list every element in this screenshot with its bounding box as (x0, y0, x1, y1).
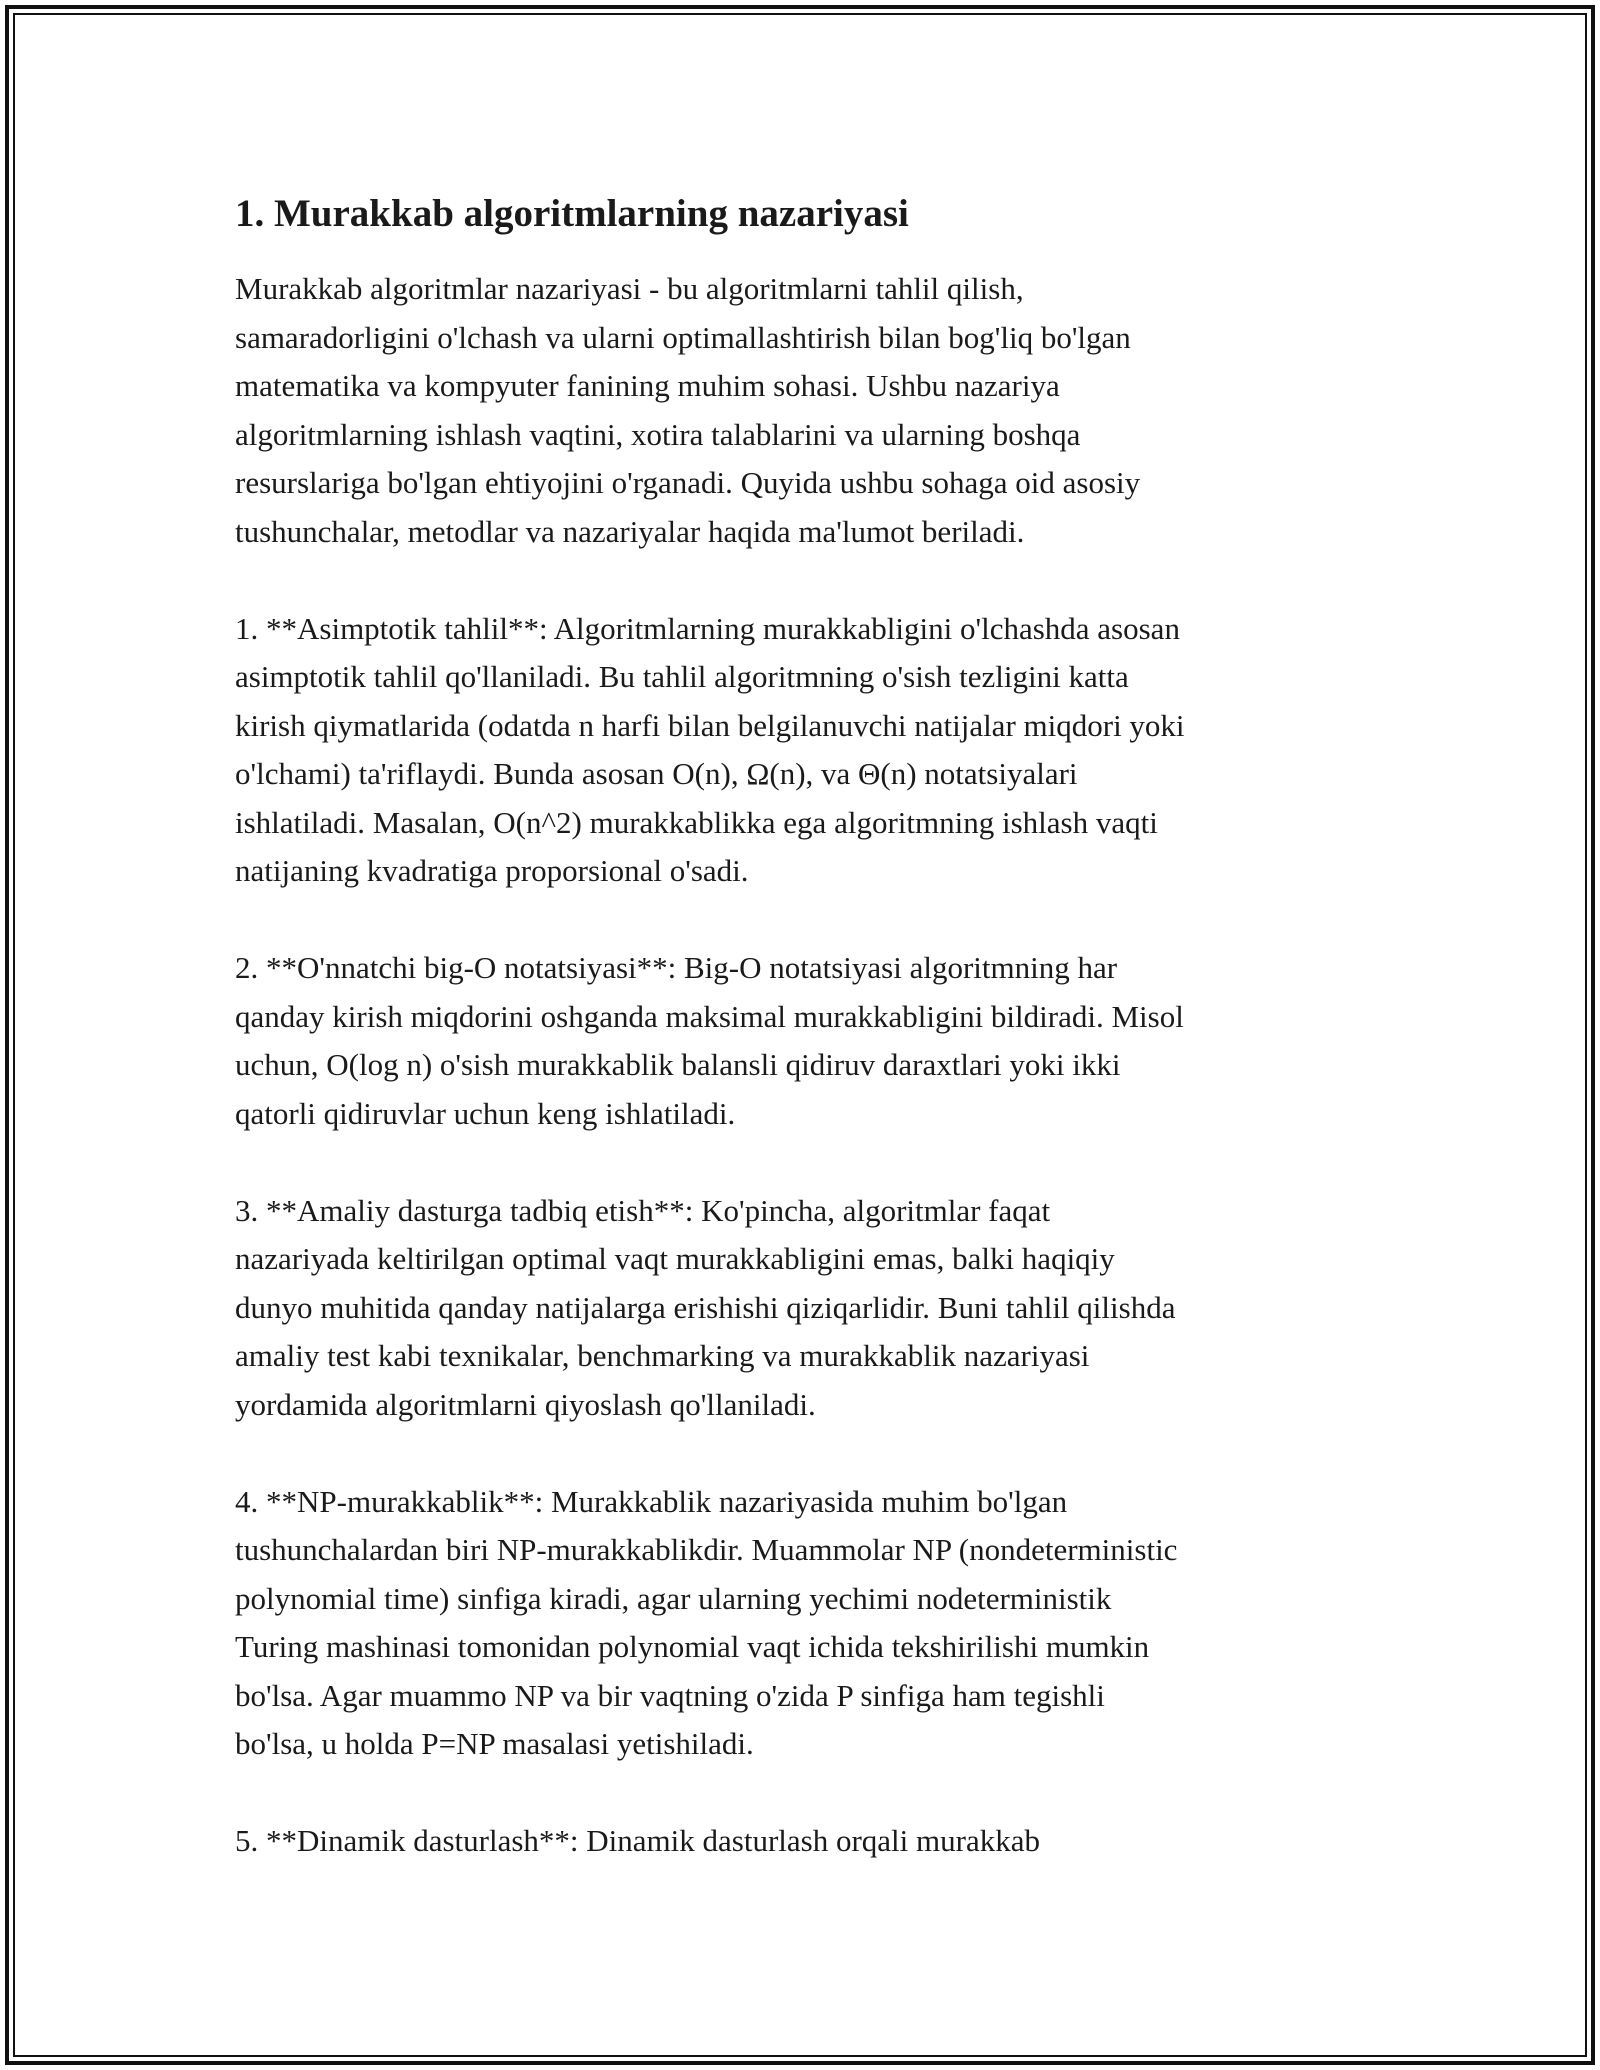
list-item-practical-application (235, 1187, 1375, 1430)
list-item-asymptotic-analysis (235, 605, 1375, 896)
text-line: bo'lsa. Agar muammo NP va bir vaqtning o'zida P sinfiga ham tegishli (235, 1677, 1105, 1713)
list-item-dynamic-programming (235, 1817, 1375, 1866)
section-heading: 1. Murakkab algoritmlarning nazariyasi (235, 192, 909, 235)
text-line: 2. **O'nnatchi big-O notatsiyasi**: Big-O notatsiyasi algoritmning har (235, 950, 1118, 985)
text-line: nazariyada keltirilgan optimal vaqt murakkabligini emas, balki haqiqiy (235, 1241, 1115, 1276)
text-line: natijaning kvadratiga proporsional o'sadi. (235, 853, 749, 888)
text-line: Murakkab algoritmlar nazariyasi - bu algoritmlarni tahlil qilish, (235, 271, 1024, 306)
text-line: dunyo muhitida qanday natijalarga erishishi qiziqarlidir. Buni tahlil qilishda (235, 1289, 1176, 1325)
list-item-big-o-notation (235, 944, 1375, 1138)
text-line: yordamida algoritmlarni qiyoslash qo'llaniladi. (235, 1386, 816, 1422)
text-line: tushunchalar, metodlar va nazariyalar haqida ma'lumot beriladi. (235, 513, 1025, 549)
document-content (235, 190, 1375, 1866)
text-line: 3. **Amaliy dasturga tadbiq etish**: Ko'pincha, algoritmlar faqat (235, 1192, 1051, 1228)
text-line: resurslariga bo'lgan ehtiyojini o'rganadi. Quyida ushbu sohaga oid asosiy (235, 465, 1141, 500)
text-line: samaradorligini o'lchash va ularni optimallashtirish bilan bog'liq bo'lgan (235, 319, 1131, 355)
list-item-np-complexity (235, 1478, 1375, 1769)
text-line: amaliy test kabi texnikalar, benchmarking va murakkablik nazariyasi (235, 1338, 1090, 1373)
text-line: ishlatiladi. Masalan, O(n^2) murakkablikka ega algoritmning ishlash vaqti (235, 804, 1158, 840)
text-line: 5. **Dinamik dasturlash**: Dinamik dasturlash orqali murakkab (235, 1823, 1040, 1858)
text-line: Turing mashinasi tomonidan polynomial vaqt ichida tekshirilishi mumkin (235, 1629, 1150, 1664)
text-line: 1. **Asimptotik tahlil**: Algoritmlarning murakkabligini o'lchashda asosan (235, 610, 1180, 646)
intro-paragraph (235, 265, 1375, 556)
text-line: qanday kirish miqdorini oshganda maksimal murakkabligini bildiradi. Misol (235, 998, 1184, 1034)
text-line: uchun, O(log n) o'sish murakkablik balansli qidiruv daraxtlari yoki ikki (235, 1047, 1121, 1082)
text-line: qatorli qidiruvlar uchun keng ishlatiladi. (235, 1095, 736, 1131)
text-line: asimptotik tahlil qo'llaniladi. Bu tahlil algoritmning o'sish tezligini katta (235, 659, 1129, 694)
text-line: tushunchalardan biri NP-murakkablikdir. Muammolar NP (nondeterministic (235, 1532, 1178, 1567)
text-line: kirish qiymatlarida (odatda n harfi bilan belgilanuvchi natijalar miqdori yoki (235, 707, 1185, 743)
text-line: matematika va kompyuter fanining muhim sohasi. Ushbu nazariya (235, 368, 1060, 403)
text-line: o'lchami) ta'riflaydi. Bunda asosan O(n), Ω(n), va Θ(n) notatsiyalari (235, 756, 1078, 791)
text-line: bo'lsa, u holda P=NP masalasi yetishiladi. (235, 1726, 754, 1761)
text-line: polynomial time) sinfiga kiradi, agar ularning yechimi nodeterministik (235, 1580, 1112, 1616)
text-line: 4. **NP-murakkablik**: Murakkablik nazariyasida muhim bo'lgan (235, 1483, 1068, 1519)
text-line: algoritmlarning ishlash vaqtini, xotira talablarini va ularning boshqa (235, 416, 1081, 452)
